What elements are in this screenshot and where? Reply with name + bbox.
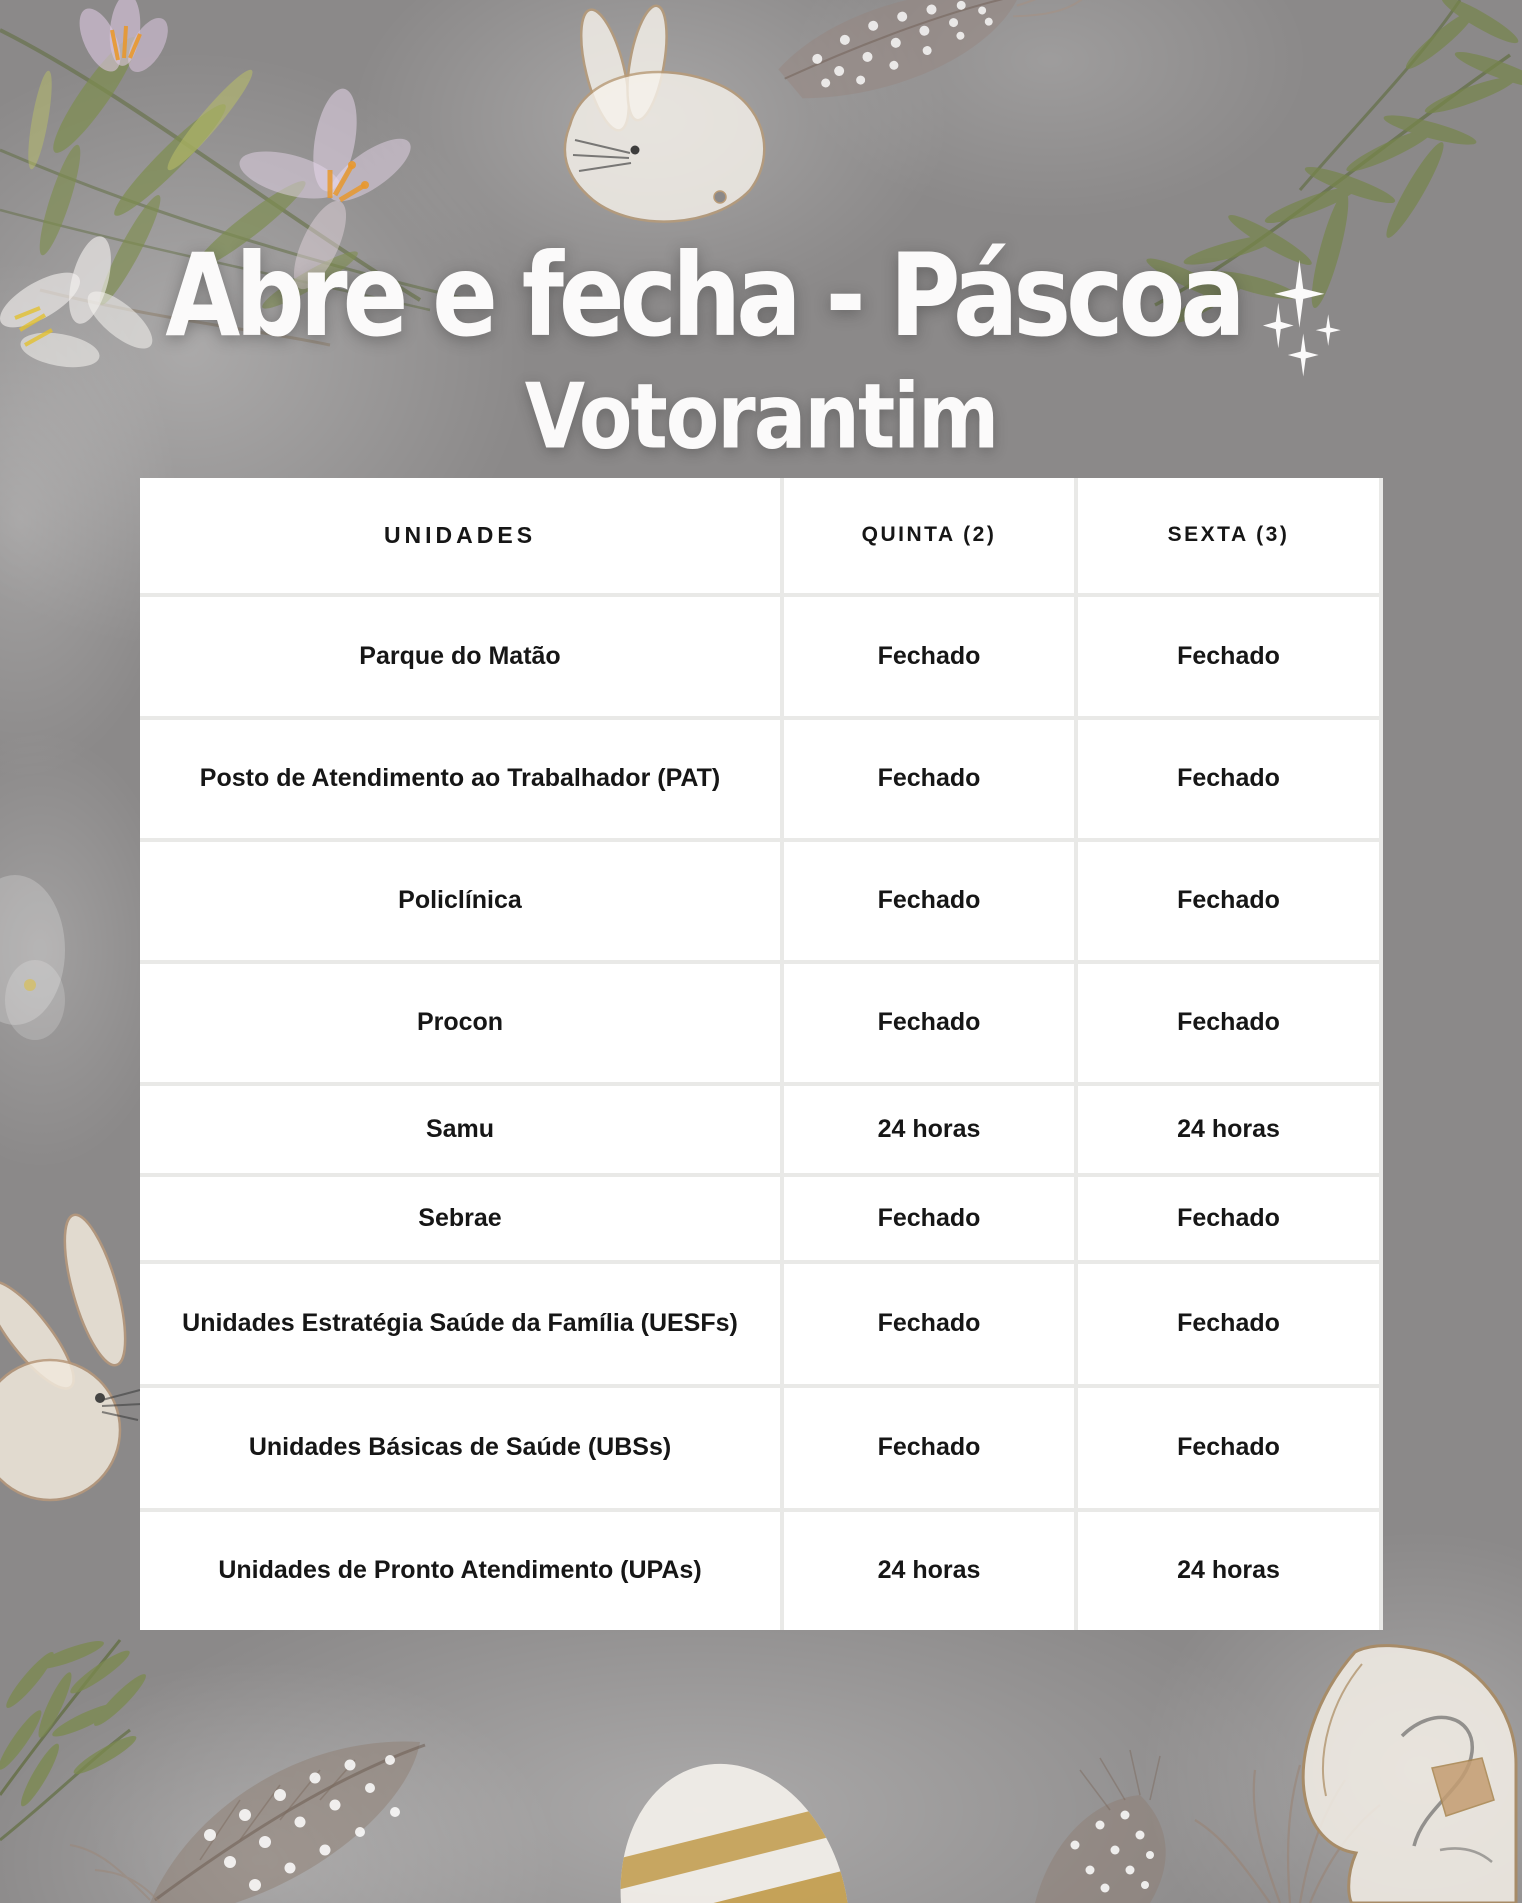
sparkles-icon <box>1261 257 1357 387</box>
row-unidade: Policlínica <box>140 842 780 960</box>
page-subtitle: Votorantim <box>524 365 998 470</box>
page-title-text: Abre e fecha - Páscoa <box>165 228 1241 363</box>
row-unidade: Unidades de Pronto Atendimento (UPAs) <box>140 1512 780 1630</box>
row-sexta: Fechado <box>1078 1177 1379 1260</box>
row-sexta: Fechado <box>1078 1264 1379 1384</box>
row-sexta: Fechado <box>1078 842 1379 960</box>
row-quinta: 24 horas <box>784 1086 1074 1173</box>
row-quinta: 24 horas <box>784 1512 1074 1630</box>
row-unidade: Procon <box>140 964 780 1082</box>
row-unidade: Posto de Atendimento ao Trabalhador (PAT) <box>140 720 780 838</box>
row-sexta: Fechado <box>1078 597 1379 716</box>
row-quinta: Fechado <box>784 1388 1074 1508</box>
row-sexta: Fechado <box>1078 964 1379 1082</box>
left-wooden-bunny-icon <box>0 1209 142 1500</box>
row-sexta: Fechado <box>1078 720 1379 838</box>
schedule-table <box>140 478 1383 1630</box>
row-quinta: Fechado <box>784 1264 1074 1384</box>
row-unidade: Unidades Estratégia Saúde da Família (UESFs) <box>140 1264 780 1384</box>
column-header-quinta: QUINTA (2) <box>784 478 1074 593</box>
row-unidade: Samu <box>140 1086 780 1173</box>
row-sexta: Fechado <box>1078 1388 1379 1508</box>
row-quinta: Fechado <box>784 842 1074 960</box>
row-quinta: Fechado <box>784 597 1074 716</box>
row-sexta: 24 horas <box>1078 1086 1379 1173</box>
row-unidade: Sebrae <box>140 1177 780 1260</box>
row-unidade: Unidades Básicas de Saúde (UBSs) <box>140 1388 780 1508</box>
column-header-sexta: SEXTA (3) <box>1078 478 1379 593</box>
row-quinta: Fechado <box>784 720 1074 838</box>
row-unidade: Parque do Matão <box>140 597 780 716</box>
row-sexta: 24 horas <box>1078 1512 1379 1630</box>
column-header-unidades: UNIDADES <box>140 478 780 593</box>
row-quinta: Fechado <box>784 964 1074 1082</box>
row-quinta: Fechado <box>784 1177 1074 1260</box>
